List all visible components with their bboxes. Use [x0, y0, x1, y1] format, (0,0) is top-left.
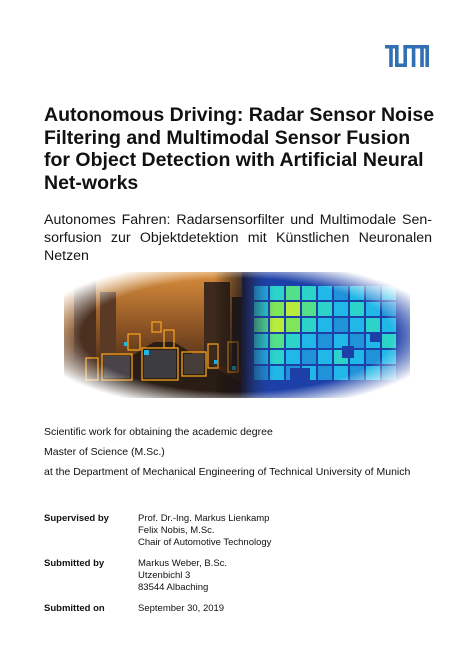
intro-line-degree: Master of Science (M.Sc.) [44, 446, 165, 458]
supervisor-name: Prof. Dr.-Ing. Markus Lienkamp [138, 513, 270, 524]
thesis-metadata [44, 513, 444, 624]
supervised-by-values [138, 513, 271, 549]
author-city: 83544 Albaching [138, 582, 209, 593]
submitted-by-row [44, 558, 444, 594]
author-name: Markus Weber, B.Sc. [138, 558, 228, 569]
intro-line-purpose: Scientific work for obtaining the academic degree [44, 426, 273, 438]
submitted-on-row [44, 603, 444, 615]
supervised-by-label: Supervised by [44, 513, 109, 524]
submitted-on-label: Submitted on [44, 603, 105, 614]
thesis-title: Autonomous Driving: Radar Sensor Noise Filtering and Multimodal Sensor Fusion for Object Detection with Artificial Neural Net-works [44, 104, 435, 194]
chair-name: Chair of Automotive Technology [138, 537, 272, 548]
submitted-by-values [138, 558, 227, 594]
tum-logo-icon [385, 45, 429, 67]
thesis-subtitle-german: Autonomes Fahren: Radarsensorfilter und Multimodale Sen-sorfusion zur Objektdetektion mit Künstlichen Neuronalen Netzen [44, 212, 432, 265]
advisor-name: Felix Nobis, M.Sc. [138, 525, 215, 536]
submission-date: September 30, 2019 [138, 603, 225, 614]
degree-statement [44, 422, 454, 482]
author-street: Utzenbichl 3 [138, 570, 191, 581]
camera-radar-fusion-image [64, 272, 410, 398]
intro-line-department: at the Department of Mechanical Engineering of Technical University of Munich [44, 466, 411, 478]
submitted-by-label: Submitted by [44, 558, 105, 569]
supervised-by-row [44, 513, 444, 549]
